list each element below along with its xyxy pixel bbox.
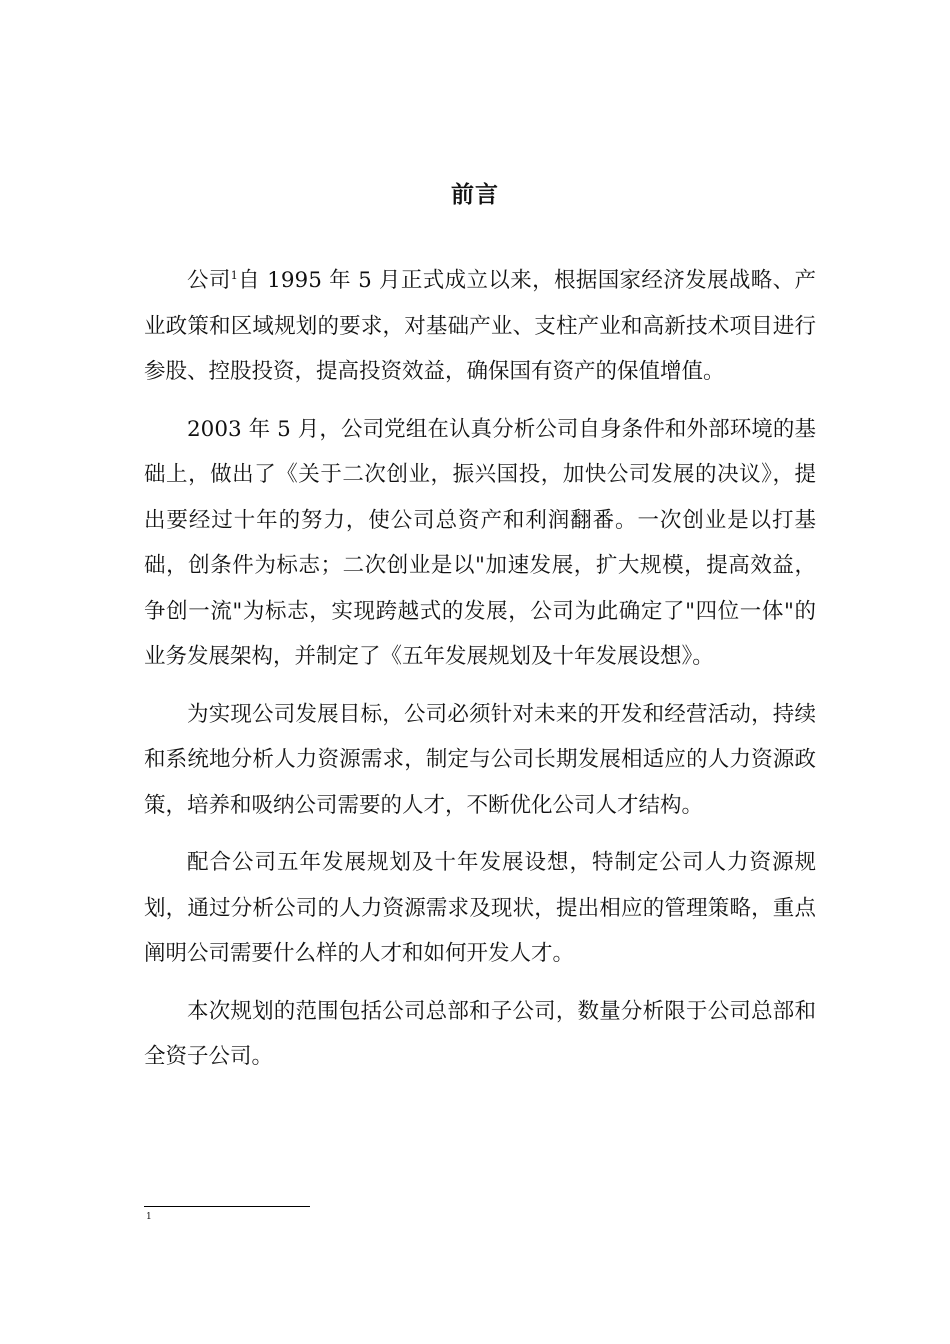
footnote-reference[interactable]: 1 bbox=[230, 268, 238, 282]
paragraph-2: 2003 年 5 月，公司党组在认真分析公司自身条件和外部环境的基础上，做出了《关于二次创业，振兴国投，加快公司发展的决议》，提出要经过十年的努力，使公司总资产和利润翻番。一次创业是以打基础，创条件为标志；二次创业是以"加速发展，扩大规模，提高效益，争创一流"为标志，实现跨越式的发展，公司为此确定了"四位一体"的业务发展架构，并制定了《五年发展规划及十年发展设想》。 bbox=[144, 416, 816, 669]
paragraph-1-lead: 公司 bbox=[187, 268, 231, 293]
footnote-divider bbox=[144, 1206, 310, 1207]
page-title: 前言 bbox=[451, 182, 499, 208]
footnote-mark: 1 bbox=[146, 1212, 152, 1222]
paragraph-4: 配合公司五年发展规划及十年发展设想，特制定公司人力资源规划，通过分析公司的人力资源需求及现状，提出相应的管理策略，重点阐明公司需要什么样的人才和如何开发人才。 bbox=[144, 850, 816, 966]
paragraph-5: 本次规划的范围包括公司总部和子公司，数量分析限于公司总部和全资子公司。 bbox=[144, 998, 816, 1069]
paragraph-1-text: 自 1995 年 5 月正式成立以来，根据国家经济发展战略、产业政策和区域规划的要求，对基础产业、支柱产业和高新技术项目进行参股、控股投资，提高投资效益，确保国有资产的保值增值。 bbox=[144, 268, 816, 384]
body-text bbox=[144, 258, 816, 1092]
paragraph-3: 为实现公司发展目标，公司必须针对未来的开发和经营活动，持续和系统地分析人力资源需求，制定与公司长期发展相适应的人力资源政策，培养和吸纳公司需要的人才，不断优化公司人才结构。 bbox=[144, 701, 816, 818]
paragraph-1 bbox=[144, 258, 816, 395]
